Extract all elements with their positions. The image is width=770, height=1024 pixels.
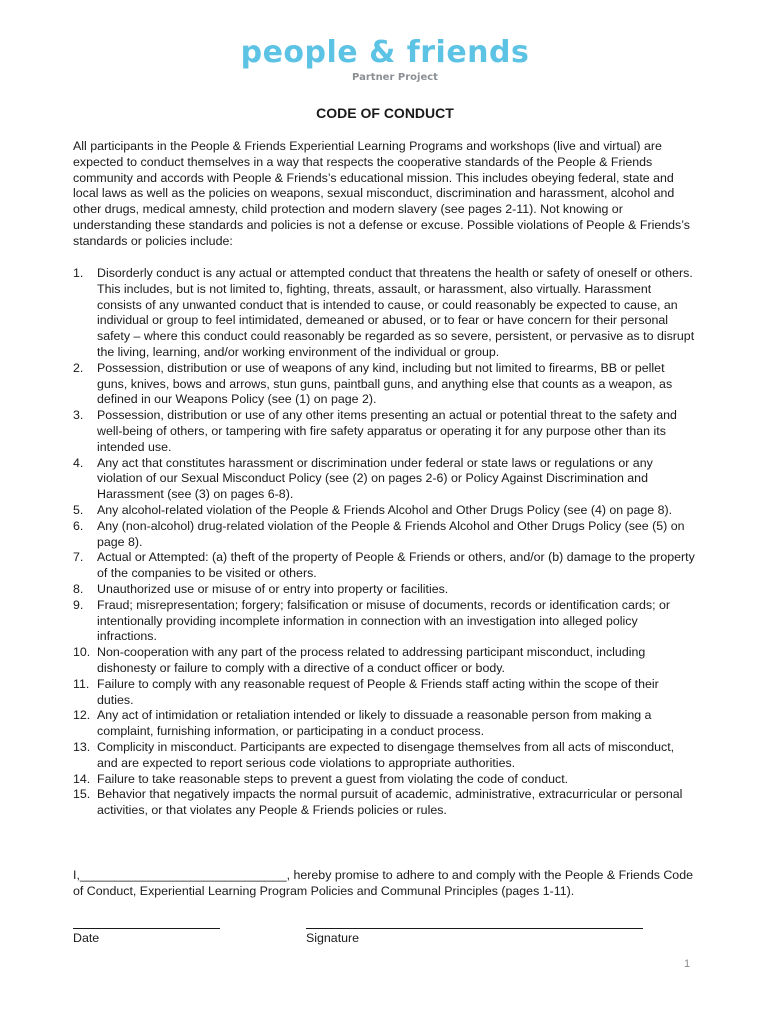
item-text: Disorderly conduct is any actual or attempted conduct that threatens the health or safety of oneself or others. This includes, but is not limited to, fighting, threats, assault, or harassment, also virtually. Harassment consists of any unwanted conduct that is intended to cause, or could reasonably be expected to cause, an individual or group to feel intimidated, demeaned or abused, or to fear or have concern for their personal safety – where this conduct could reasonably be regarded as so severe, persistent, or pervasive as to disrupt the living, learning, and/or working environment of the individual or group. <box>97 266 695 359</box>
list-item <box>73 645 698 677</box>
signature-label: Signature <box>306 931 360 945</box>
item-text: Behavior that negatively impacts the normal pursuit of academic, administrative, extracurricular or personal activities, or that violates any People & Friends policies or rules. <box>97 787 683 818</box>
item-number: 14. <box>73 771 91 786</box>
page-number: 1 <box>684 958 691 970</box>
date-line[interactable] <box>73 928 220 929</box>
intro-paragraph: All participants in the People & Friends Experiential Learning Programs and workshops (live and virtual) are expected to conduct themselves in a way that respects the cooperative standards of the People & Friends community and accords with People & Friends’s educational mission. This includes obeying federal, state and local laws as well as the policies on weapons, sexual misconduct, discrimination and harassment, alcohol and other drugs, medical amnesty, child protection and modern slavery (see pages 2-11). Not knowing or understanding these standards and policies is not a defense or excuse. Possible violations of People & Friends’s standards or policies include: <box>73 139 690 248</box>
list-item <box>73 266 698 361</box>
item-number: 11. <box>73 676 90 691</box>
pledge-statement: I,______________________________, hereby promise to adhere to and comply with the People & Friends Code of Conduct, Experiential Learning Program Policies and Communal Principles (pages 1-11). <box>73 868 693 898</box>
list-item <box>73 361 698 408</box>
list-item <box>73 787 698 819</box>
item-number: 2. <box>73 360 84 375</box>
item-text: Possession, distribution or use of weapons of any kind, including but not limited to firearms, BB or pellet guns, knives, bows and arrows, stun guns, paintball guns, and anything else that counts as a weapon, as defined in our Weapons Policy (see (1) on page 2). <box>97 360 673 407</box>
item-text: Failure to comply with any reasonable request of People & Friends staff acting within the scope of their duties. <box>97 676 659 707</box>
item-text: Any act that constitutes harassment or discrimination under federal or state laws or regulations or any violation of our Sexual Misconduct Policy (see (2) on pages 2-6) or Policy Against Discrimination and Harassment (see (3) on pages 6-8). <box>97 455 653 502</box>
item-number: 1. <box>73 266 84 280</box>
list-item <box>73 519 698 551</box>
item-text: Non-cooperation with any part of the process related to addressing participant misconduct, including dishonesty or failure to comply with a directive of a conduct officer or body. <box>97 645 646 675</box>
list-item <box>73 740 698 772</box>
item-text: Unauthorized use or misuse of or entry into property or facilities. <box>97 581 449 596</box>
item-number: 6. <box>73 518 84 533</box>
item-text: Complicity in misconduct. Participants are expected to disengage themselves from all acts of misconduct, and are expected to report serious code violations to appropriate authorities. <box>97 739 675 770</box>
item-number: 10. <box>73 645 91 660</box>
logo-subtitle: Partner Project <box>352 72 438 83</box>
document-title: CODE OF CONDUCT <box>316 105 454 121</box>
item-number: 12. <box>73 708 91 723</box>
item-text: Any act of intimidation or retaliation intended or likely to dissuade a reasonable person from making a complaint, furnishing information, or participating in a conduct process. <box>97 708 652 739</box>
logo-text: people & friends <box>240 35 530 70</box>
item-number: 9. <box>73 597 84 612</box>
violations-list <box>73 266 698 819</box>
logo <box>0 36 770 84</box>
list-item <box>73 598 698 645</box>
list-item <box>73 456 698 503</box>
list-item <box>73 772 698 788</box>
item-number: 13. <box>73 739 91 754</box>
item-number: 3. <box>73 408 84 423</box>
list-item <box>73 408 698 455</box>
item-number: 5. <box>73 502 84 517</box>
list-item <box>73 708 698 740</box>
item-number: 7. <box>73 550 84 565</box>
item-text: Actual or Attempted: (a) theft of the property of People & Friends or others, and/or (b) damage to the property of the companies to be visited or others. <box>97 550 695 581</box>
list-item <box>73 550 698 582</box>
item-text: Possession, distribution or use of any other items presenting an actual or potential threat to the safety and well-being of others, or tampering with fire safety apparatus or operating it for any purpose other than its intended use. <box>97 408 677 454</box>
item-number: 15. <box>73 787 91 802</box>
item-text: Any alcohol-related violation of the People & Friends Alcohol and Other Drugs Policy (see (4) on page 8). <box>97 502 673 517</box>
item-number: 8. <box>73 581 84 596</box>
item-text: Any (non-alcohol) drug-related violation of the People & Friends Alcohol and Other Drugs Policy (see (5) on page 8). <box>97 518 685 549</box>
signature-line[interactable] <box>306 928 643 929</box>
item-text: Fraud; misrepresentation; forgery; falsification or misuse of documents, records or identification cards; or intentionally providing incomplete information in connection with an investigation into alleged policy infractions. <box>97 597 670 644</box>
date-label: Date <box>73 931 100 945</box>
item-number: 4. <box>73 455 84 470</box>
list-item <box>73 677 698 709</box>
list-item <box>73 582 698 598</box>
list-item <box>73 503 698 519</box>
item-text: Failure to take reasonable steps to prevent a guest from violating the code of conduct. <box>97 771 569 786</box>
